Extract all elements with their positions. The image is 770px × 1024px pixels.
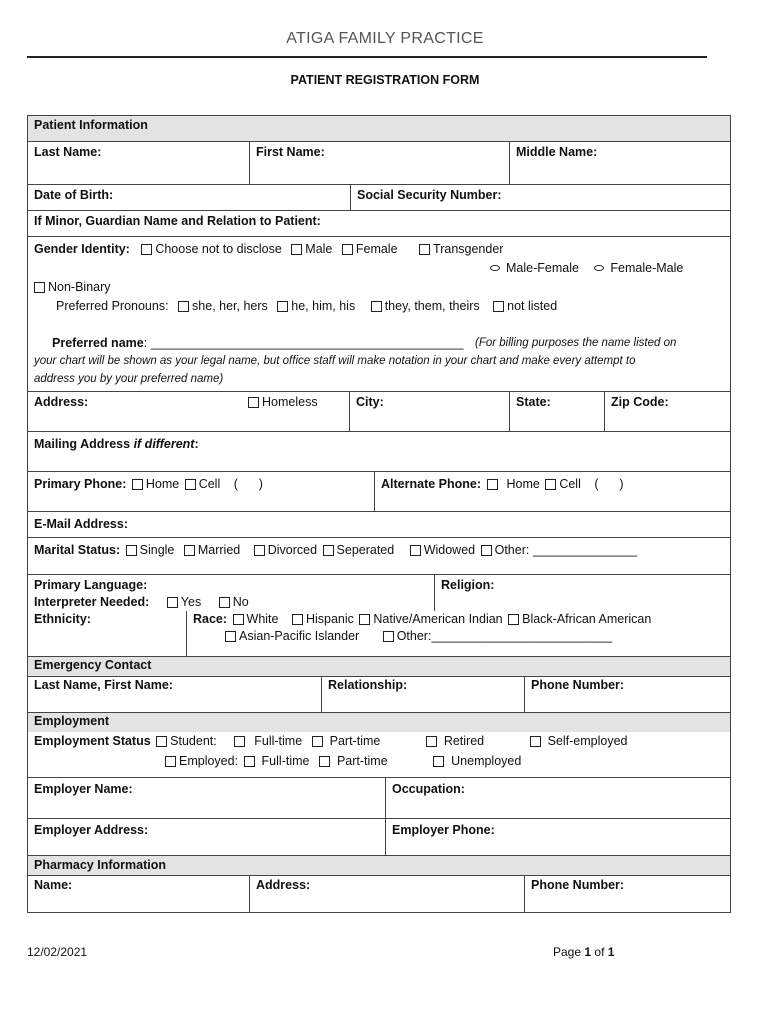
footer-date: 12/02/2021 <box>27 945 88 959</box>
checkbox[interactable] <box>126 545 137 556</box>
page-total: 1 <box>607 945 615 959</box>
row-marital <box>28 537 730 574</box>
checkbox[interactable] <box>323 545 334 556</box>
marital-option: Other: <box>494 543 530 557</box>
fulltime-option: Full-time <box>261 754 310 768</box>
marital-option: Married <box>197 543 241 557</box>
student-option: Student: <box>170 734 217 748</box>
checkbox[interactable] <box>530 736 541 747</box>
row-employer <box>28 777 730 818</box>
race-option: White <box>246 612 279 626</box>
checkbox[interactable] <box>371 301 382 312</box>
unemployed-option: Unemployed <box>451 754 522 768</box>
checkbox[interactable] <box>433 756 444 767</box>
gender-option: Transgender <box>433 242 504 256</box>
self-employed-option: Self-employed <box>547 734 628 748</box>
race-option: Native/American Indian <box>373 612 503 626</box>
mailing-label: Mailing Address <box>34 437 131 451</box>
pharmacy-address-field[interactable]: Address: <box>256 878 311 892</box>
checkbox[interactable] <box>234 736 245 747</box>
row-email <box>28 511 730 537</box>
radio-circle-icon[interactable] <box>490 265 500 271</box>
guardian-field[interactable]: If Minor, Guardian Name and Relation to Patient: <box>34 214 321 228</box>
employer-address-field[interactable]: Employer Address: <box>34 823 149 837</box>
checkbox[interactable] <box>219 597 230 608</box>
language-field[interactable]: Primary Language: <box>34 578 148 592</box>
gender-option: Female <box>355 242 398 256</box>
section-pharmacy <box>28 855 730 875</box>
checkbox[interactable] <box>487 479 498 490</box>
row-gender <box>28 236 730 391</box>
row-mailing <box>28 431 730 471</box>
page-number: 1 <box>584 945 592 959</box>
checkbox[interactable] <box>342 244 353 255</box>
marital-option: Single <box>139 543 175 557</box>
pronoun-option: he, him, his <box>291 299 356 313</box>
cell-option: Cell <box>559 477 581 491</box>
checkbox[interactable] <box>292 614 303 625</box>
checkbox[interactable] <box>132 479 143 490</box>
middle-name-field[interactable]: Middle Name: <box>516 145 598 159</box>
pronoun-option: she, her, hers <box>192 299 268 313</box>
nonbinary-option: Non-Binary <box>48 280 111 294</box>
checkbox[interactable] <box>165 756 176 767</box>
checkbox[interactable] <box>312 736 323 747</box>
marital-option: Seperated <box>336 543 395 557</box>
pharmacy-name-field[interactable]: Name: <box>34 878 73 892</box>
row-dob <box>28 184 730 210</box>
emergency-phone-field[interactable]: Phone Number: <box>531 678 625 692</box>
checkbox[interactable] <box>156 736 167 747</box>
section-emergency <box>28 656 730 676</box>
row-emergency <box>28 676 730 712</box>
section-title: Emergency Contact <box>28 657 730 676</box>
city-field[interactable]: City: <box>356 395 384 409</box>
interpreter-label: Interpreter Needed: <box>34 595 150 609</box>
checkbox[interactable] <box>410 545 421 556</box>
marital-option: Widowed <box>423 543 476 557</box>
form-title: PATIENT REGISTRATION FORM <box>290 73 480 87</box>
race-option: Black-African American <box>522 612 652 626</box>
employment-status-label: Employment Status <box>34 734 151 748</box>
row-employment-status <box>28 732 730 777</box>
fulltime-option: Full-time <box>254 734 303 748</box>
checkbox[interactable] <box>185 479 196 490</box>
gender-option: Choose not to disclose <box>155 242 282 256</box>
row-phones <box>28 471 730 511</box>
cell-option: Cell <box>198 477 221 491</box>
registration-form <box>27 115 731 913</box>
emergency-relationship-field[interactable]: Relationship: <box>328 678 408 692</box>
checkbox[interactable] <box>277 301 288 312</box>
checkbox[interactable] <box>493 301 504 312</box>
trans-option: Male-Female <box>506 261 579 275</box>
primary-phone-field[interactable]: ( ) <box>233 477 263 491</box>
page-of: of <box>594 945 605 959</box>
alt-phone-label: Alternate Phone: <box>381 477 482 491</box>
first-name-field[interactable]: First Name: <box>256 145 325 159</box>
section-employment <box>28 712 730 732</box>
billing-note: address you by your preferred name) <box>34 373 224 385</box>
section-title: Employment <box>28 713 730 732</box>
pronoun-option: not listed <box>507 299 558 313</box>
checkbox[interactable] <box>426 736 437 747</box>
section-title: Patient Information <box>28 116 730 141</box>
checkbox[interactable] <box>319 756 330 767</box>
parttime-option: Part-time <box>336 754 388 768</box>
race-label: Race: <box>193 612 228 626</box>
gender-label: Gender Identity: <box>34 242 130 256</box>
employer-phone-field[interactable]: Employer Phone: <box>392 823 495 837</box>
homeless-option: Homeless <box>262 395 318 409</box>
zip-field[interactable]: Zip Code: <box>611 395 669 409</box>
row-address <box>28 391 730 431</box>
checkbox[interactable] <box>508 614 519 625</box>
checkbox[interactable] <box>254 545 265 556</box>
checkbox[interactable] <box>141 244 152 255</box>
checkbox[interactable] <box>359 614 370 625</box>
ethnicity-field[interactable]: Ethnicity: <box>34 612 91 626</box>
email-field[interactable]: E-Mail Address: <box>34 517 129 531</box>
no-option: No <box>232 595 249 609</box>
primary-phone-label: Primary Phone: <box>34 477 127 491</box>
checkbox[interactable] <box>419 244 430 255</box>
billing-note: your chart will be shown as your legal name, but office staff will make notation in your chart and make every attempt to <box>34 355 636 367</box>
mailing-if-different: if different <box>133 437 195 451</box>
checkbox[interactable] <box>291 244 302 255</box>
parttime-option: Part-time <box>329 734 381 748</box>
marital-option: Divorced <box>267 543 318 557</box>
checkbox[interactable] <box>383 631 394 642</box>
colon: : <box>194 437 199 451</box>
row-employer-address <box>28 818 730 855</box>
emergency-name-field[interactable]: Last Name, First Name: <box>34 678 173 692</box>
occupation-field[interactable]: Occupation: <box>392 782 465 796</box>
radio-circle-icon[interactable] <box>594 265 604 271</box>
row-race <box>28 611 730 656</box>
last-name-field[interactable]: Last Name: <box>34 145 102 159</box>
preferred-name-field[interactable]: _____________________________________________ <box>150 336 464 350</box>
section-patient-info <box>28 115 730 141</box>
retired-option: Retired <box>443 734 485 748</box>
practice-name: ATIGA FAMILY PRACTICE <box>286 30 484 47</box>
checkbox[interactable] <box>167 597 178 608</box>
race-option: Asian-Pacific Islander <box>239 629 360 643</box>
checkbox[interactable] <box>248 397 259 408</box>
checkbox[interactable] <box>225 631 236 642</box>
marital-label: Marital Status: <box>34 543 121 557</box>
gender-option: Male <box>305 242 333 256</box>
pharmacy-phone-field[interactable]: Phone Number: <box>531 878 625 892</box>
section-title: Pharmacy Information <box>28 856 730 875</box>
checkbox[interactable] <box>184 545 195 556</box>
race-option: Hispanic <box>305 612 354 626</box>
alt-phone-field[interactable]: ( ) <box>594 477 624 491</box>
header-divider <box>27 56 707 58</box>
pronoun-option: they, them, theirs <box>384 299 480 313</box>
billing-note: (For billing purposes the name listed on <box>475 337 677 349</box>
colon: : <box>143 336 148 350</box>
preferred-name-label: Preferred name <box>52 336 144 350</box>
employed-option: Employed: <box>179 754 239 768</box>
trans-option: Female-Male <box>610 261 684 275</box>
race-other-field[interactable]: __________________________ <box>431 629 613 643</box>
marital-other-field[interactable]: _______________ <box>532 543 638 557</box>
checkbox[interactable] <box>34 282 45 293</box>
yes-option: Yes <box>180 595 202 609</box>
checkbox[interactable] <box>545 479 556 490</box>
checkbox[interactable] <box>481 545 492 556</box>
row-language <box>28 574 730 611</box>
home-option: Home <box>145 477 180 491</box>
row-names <box>28 141 730 184</box>
home-option: Home <box>506 477 540 491</box>
dob-field[interactable]: Date of Birth: <box>34 188 114 202</box>
ssn-field[interactable]: Social Security Number: <box>357 188 502 202</box>
mailing-address-field[interactable] <box>28 432 730 471</box>
religion-field[interactable]: Religion: <box>441 578 495 592</box>
employer-name-field[interactable]: Employer Name: <box>34 782 133 796</box>
pronouns-label: Preferred Pronouns: <box>56 299 169 313</box>
checkbox[interactable] <box>233 614 244 625</box>
state-field[interactable]: State: <box>516 395 551 409</box>
checkbox[interactable] <box>178 301 189 312</box>
race-option: Other: <box>396 629 432 643</box>
address-field[interactable]: Address: <box>34 395 89 409</box>
footer-page <box>553 945 614 959</box>
page-label: Page <box>553 945 582 959</box>
checkbox[interactable] <box>244 756 255 767</box>
row-pharmacy <box>28 875 730 912</box>
row-guardian <box>28 210 730 236</box>
